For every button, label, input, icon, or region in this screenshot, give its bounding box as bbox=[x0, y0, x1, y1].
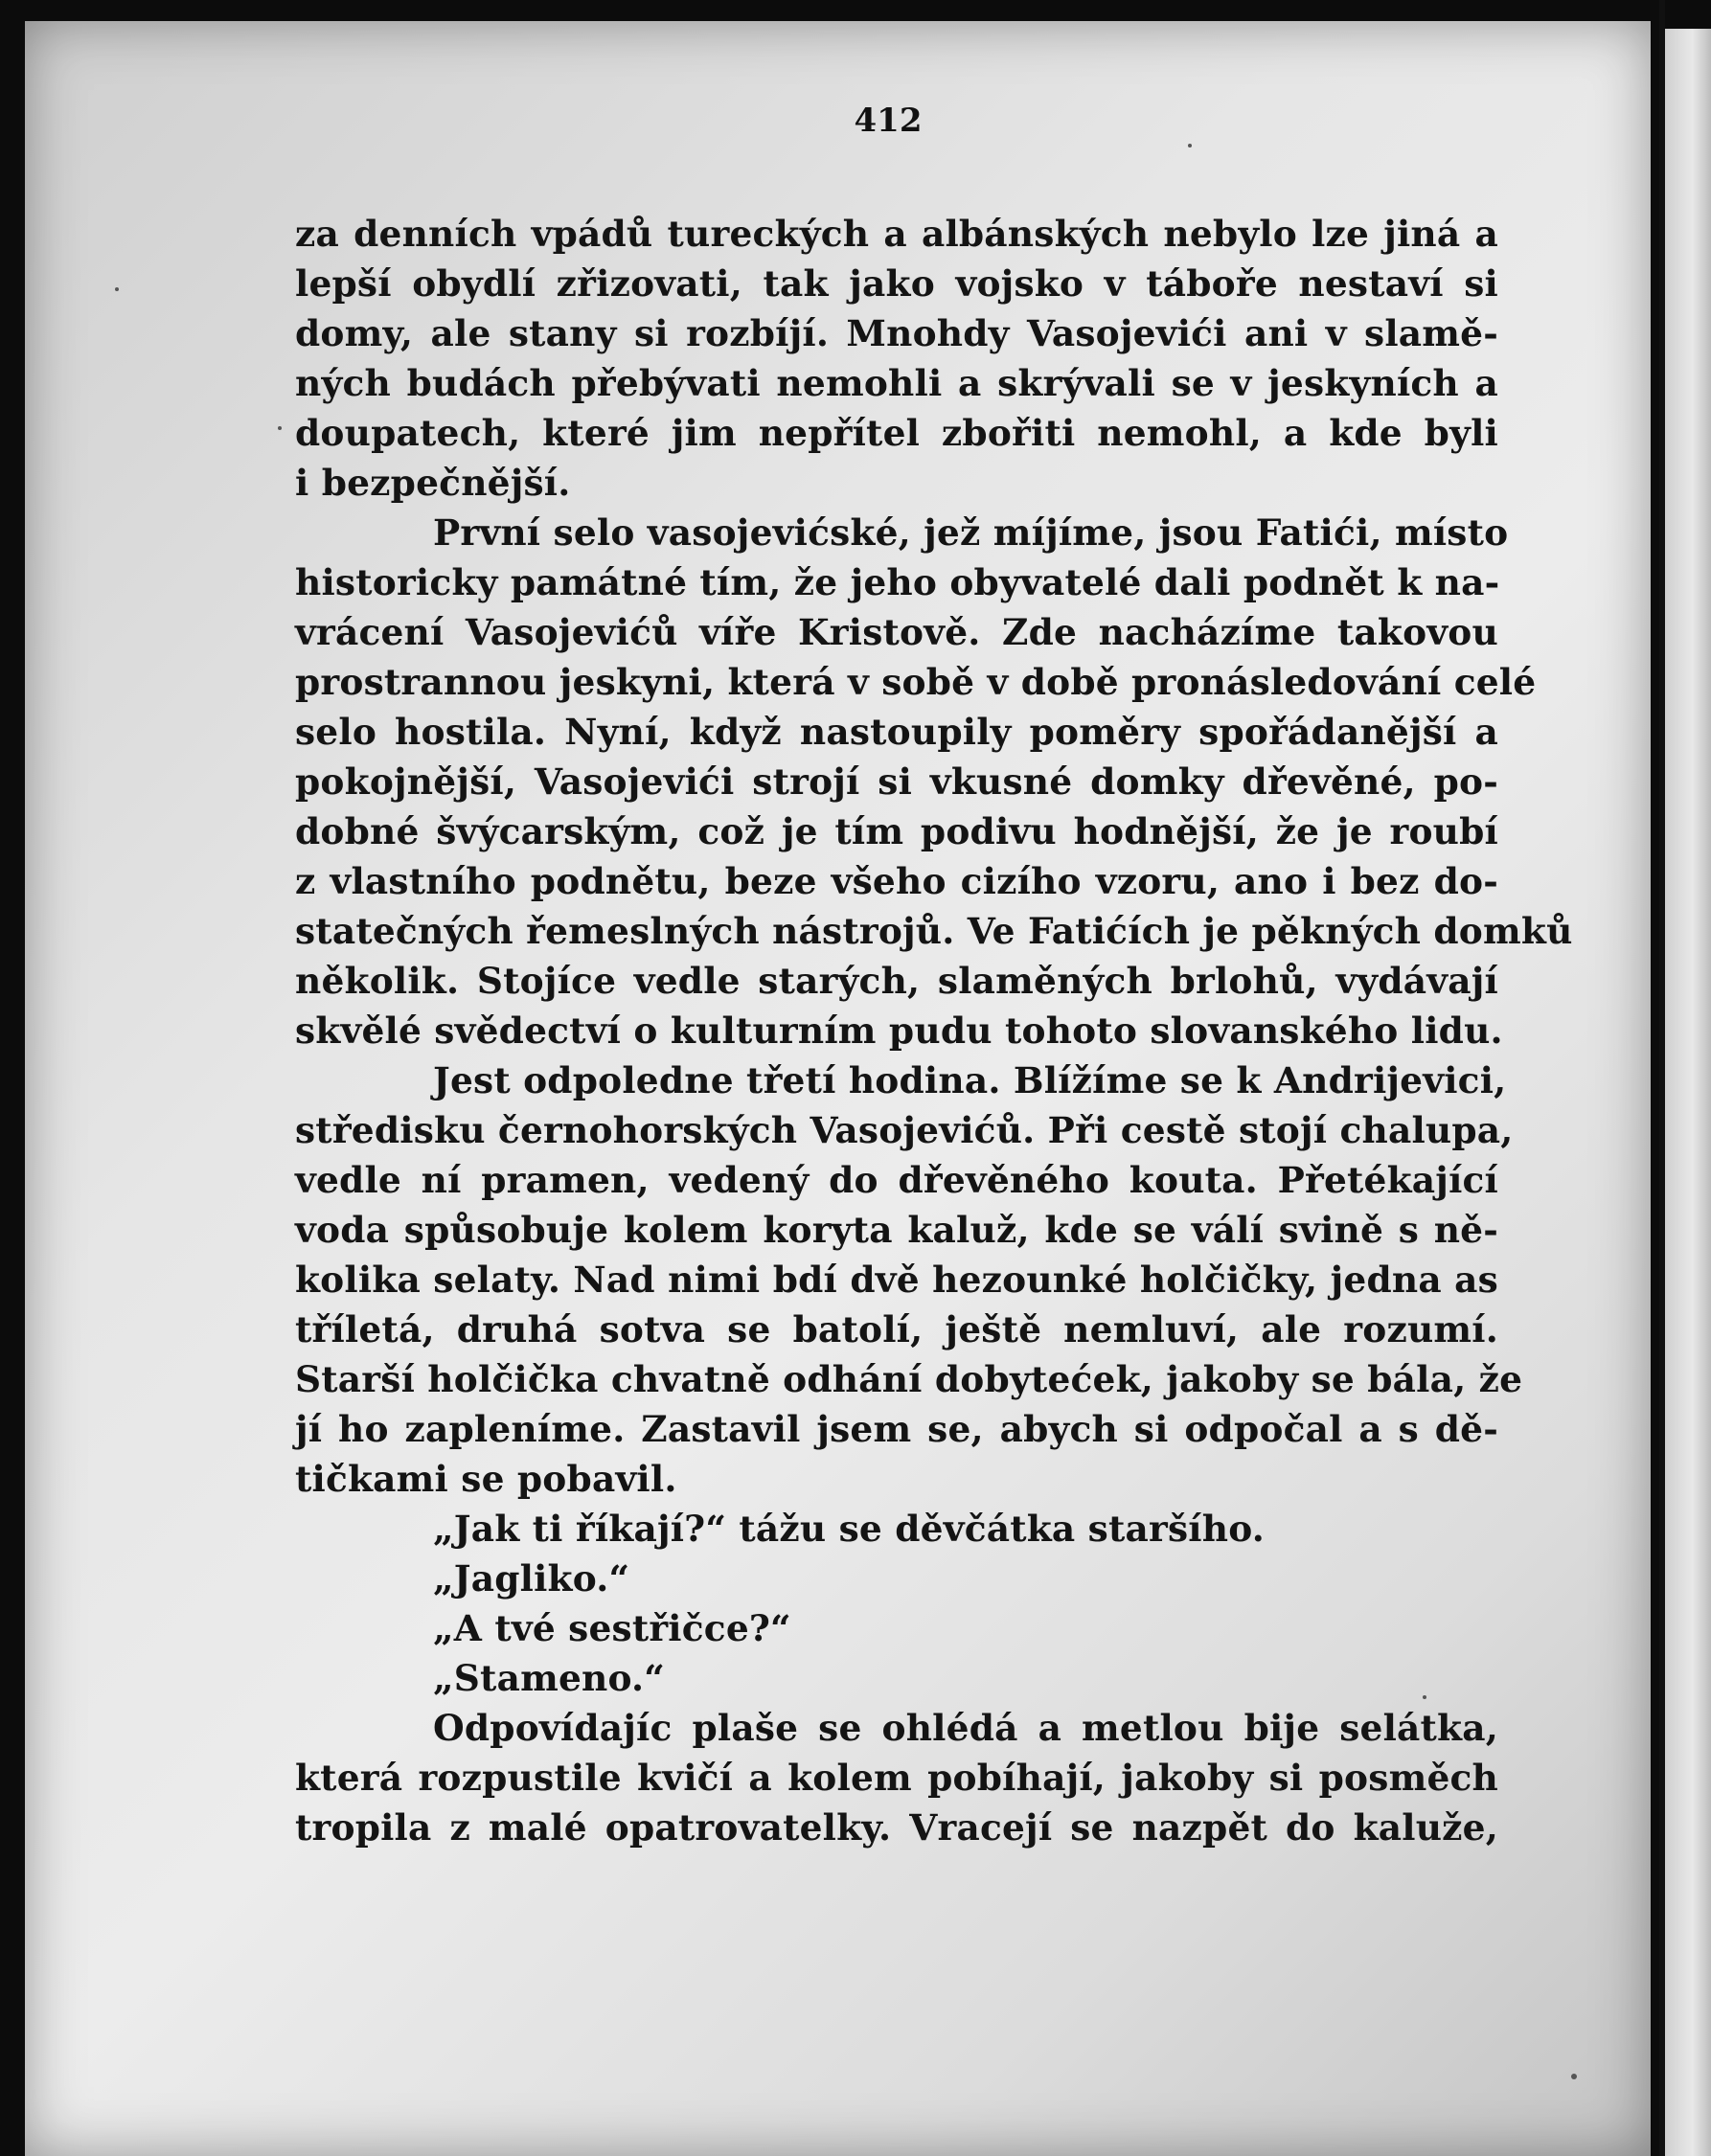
paragraph-first-line: Jest odpoledne třetí hodina. Blížíme se k Andrijevici, bbox=[433, 1059, 1507, 1101]
paragraph-first-line: První selo vasojevićské, jež míjíme, jsou Fatići, místo bbox=[433, 511, 1509, 554]
text-line: tříletá, druhá sotva se batolí, ještě nemluví, ale rozumí. bbox=[295, 1308, 1498, 1350]
text-line: za denních vpádů tureckých a albánských nebylo lze jiná a bbox=[295, 213, 1498, 255]
text-line: i bezpečnější. bbox=[295, 462, 571, 504]
dust-speck bbox=[278, 426, 282, 430]
text-line: vedle ní pramen, vedený do dřevěného kouta. Přetékající bbox=[295, 1159, 1498, 1201]
dialogue-line: „Jak ti říkají?“ tážu se děvčátka staršího. bbox=[433, 1508, 1266, 1550]
body-text bbox=[295, 209, 1573, 1852]
text-line: jí ho zapleníme. Zastavil jsem se, abych si odpočal a s dě- bbox=[295, 1408, 1498, 1450]
dialogue-line: „A tvé sestřičce?“ bbox=[433, 1607, 791, 1649]
text-line: která rozpustile kvičí a kolem pobíhají, jakoby si posměch bbox=[295, 1757, 1498, 1799]
text-line: pokojnější, Vasojevići strojí si vkusné domky dřevěné, po- bbox=[295, 760, 1498, 803]
text-line: domy, ale stany si rozbíjí. Mnohdy Vasojevići ani v slamě- bbox=[295, 312, 1498, 354]
dust-speck bbox=[115, 287, 119, 291]
text-line: prostrannou jeskyni, která v sobě v době pronásledování celé bbox=[295, 661, 1537, 703]
text-line: lepší obydlí zřizovati, tak jako vojsko v táboře nestaví si bbox=[295, 262, 1498, 305]
text-line: tičkami se pobavil. bbox=[295, 1458, 677, 1500]
page-gutter bbox=[1659, 0, 1665, 2156]
text-line: několik. Stojíce vedle starých, slaměných brlohů, vydávají bbox=[295, 960, 1498, 1002]
dialogue-line: „Stameno.“ bbox=[433, 1657, 666, 1699]
page-number: 412 bbox=[854, 102, 923, 140]
text-line: historicky památné tím, že jeho obyvatelé dali podnět k na- bbox=[295, 561, 1500, 603]
text-line: středisku černohorských Vasojevićů. Při cestě stojí chalupa, bbox=[295, 1109, 1514, 1151]
text-line: voda spůsobuje kolem koryta kaluž, kde se válí svině s ně- bbox=[295, 1209, 1498, 1251]
dust-speck bbox=[1188, 144, 1192, 148]
text-line: selo hostila. Nyní, když nastoupily poměry spořádanější a bbox=[295, 711, 1498, 753]
text-line: z vlastního podnětu, beze všeho cizího vzoru, ano i bez do- bbox=[295, 860, 1498, 902]
text-line: kolika selaty. Nad nimi bdí dvě hezounké holčičky, jedna as bbox=[295, 1259, 1498, 1301]
text-line: Starší holčička chvatně odhání dobytećek, jakoby se bála, že bbox=[295, 1358, 1523, 1400]
dust-speck bbox=[1571, 2074, 1577, 2079]
text-line: statečných řemeslných nástrojů. Ve Fatićích je pěkných domků bbox=[295, 910, 1573, 952]
text-line: vrácení Vasojevićů víře Kristově. Zde nacházíme takovou bbox=[295, 611, 1498, 653]
text-line: skvělé svědectví o kulturním pudu tohoto slovanského lidu. bbox=[295, 1010, 1503, 1052]
text-line: doupatech, které jim nepřítel zbořiti nemohl, a kde byli bbox=[295, 412, 1498, 454]
text-line: ných budách přebývati nemohli a skrývali se v jeskyních a bbox=[295, 362, 1498, 404]
next-page-edge bbox=[1665, 29, 1711, 2156]
text-line: dobné švýcarským, což je tím podivu hodnější, že je roubí bbox=[295, 810, 1498, 852]
dialogue-line: „Jagliko.“ bbox=[433, 1557, 630, 1600]
text-line: tropila z malé opatrovatelky. Vracejí se nazpět do kaluže, bbox=[295, 1806, 1498, 1849]
paragraph-first-line: Odpovídajíc plaše se ohlédá a metlou bije selátka, bbox=[433, 1707, 1498, 1749]
